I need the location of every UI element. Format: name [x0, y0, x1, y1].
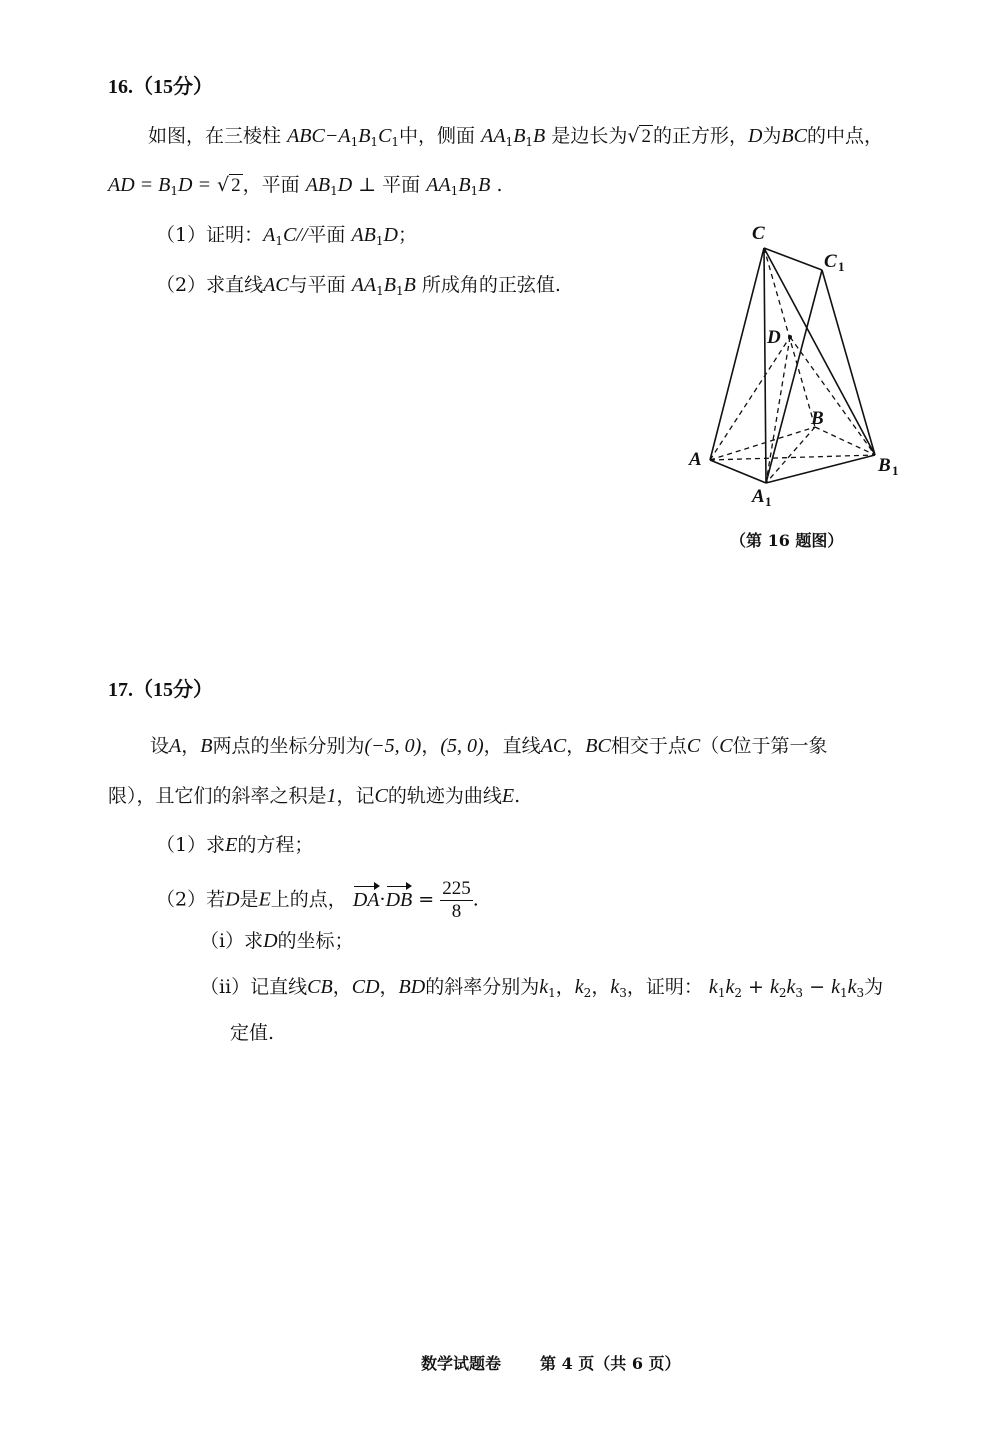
- q17-statement-line2: 限），且它们的斜率之积是1，记C的轨迹为曲线E.: [108, 785, 521, 807]
- q16-part2: （2）求直线AC与平面 $AA_1B_1B$ 所成角的正弦值.: [156, 274, 561, 298]
- label-D: D: [767, 327, 781, 348]
- edge-A-B: [710, 427, 815, 460]
- edge-D-B1: [790, 337, 875, 455]
- label-B: B: [811, 408, 824, 429]
- label-A1-sub: 1: [765, 494, 772, 509]
- edge-A-C: [710, 248, 764, 460]
- label-B1-sub: 1: [892, 463, 899, 478]
- edge-C-A1: [764, 248, 766, 483]
- label-C1-sub: 1: [838, 259, 845, 274]
- edge-A-B1: [710, 455, 875, 460]
- edge-B-B1: [815, 427, 875, 455]
- edge-D-A1: [766, 337, 790, 483]
- q16-statement-line2: AD = $B_1D$ = √ 2 ，平面 $AB_1D$ ⊥ 平面 $AA_1B_1B$ .: [108, 174, 503, 198]
- footer-subject: 数学试题卷: [421, 1354, 502, 1373]
- edge-A1-B1: [766, 455, 875, 483]
- vector-DB: DB: [386, 885, 413, 915]
- q16-statement-line1: 如图，在三棱柱 $ABC-A_1B_1C_1$中，侧面 $AA_1B_1B$ 是边长为√ 2 的正方形，D为BC的中点，: [148, 125, 883, 149]
- fraction-225-8: $\frac{225}{8}$: [442, 878, 471, 922]
- q17-part2-ii-end: 定值.: [230, 1022, 275, 1044]
- edge-C-C1: [764, 248, 822, 270]
- vector-DA: DA: [353, 885, 380, 915]
- q17-part2: （2）若D是E上的点， DA·DB = $\frac{225}{8}$ .: [156, 878, 479, 922]
- prism-figure: [680, 215, 910, 515]
- q17-heading: 17.（15分）: [108, 679, 213, 701]
- label-A: A: [689, 449, 702, 470]
- q17-part2-i: （i）求D的坐标；: [200, 930, 354, 952]
- edge-A-A1: [710, 460, 766, 483]
- figure-caption: （第 16 题图）: [730, 531, 844, 550]
- label-A1: A: [752, 486, 765, 507]
- label-C1: C: [824, 251, 837, 272]
- label-B1: B: [878, 455, 891, 476]
- label-C: C: [752, 223, 765, 244]
- q17-statement-line1: 设A，B两点的坐标分别为(−5, 0)，(5, 0)，直线AC，BC相交于点C（C位于第一象: [150, 735, 828, 757]
- q16-heading: 16.（15分）: [108, 76, 213, 98]
- q17-part2-ii: （ii）记直线CB，CD，BD的斜率分别为$k_1$，$k_2$，$k_3$，证明： $k_1k_2 + k_2k_3 - k_1k_3$为: [200, 976, 884, 1000]
- q16-part1: （1）证明：$A_1C//$平面 $AB_1D$；: [156, 224, 418, 248]
- footer-page-number: 第 4 页（共 6 页）: [540, 1354, 681, 1373]
- point-D: [788, 335, 792, 339]
- edge-C1-B1: [822, 270, 875, 455]
- q17-part1: （1）求E的方程；: [156, 834, 314, 856]
- edge-A-D: [710, 337, 790, 460]
